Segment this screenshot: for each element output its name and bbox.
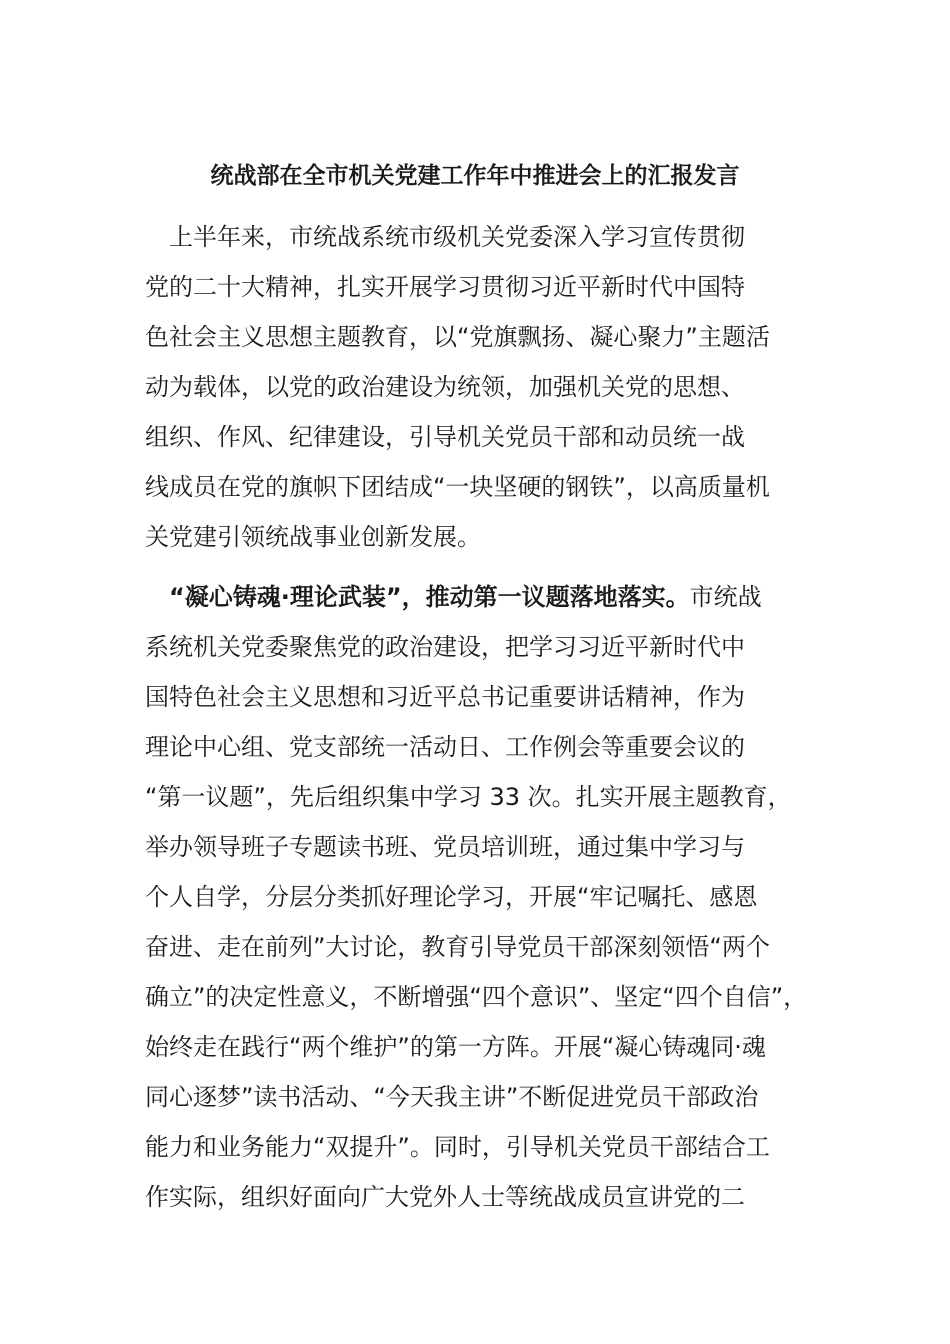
paragraph-line: 国特色社会主义思想和习近平总书记重要讲话精神，作为 (145, 683, 745, 711)
paragraph-line: 色社会主义思想主题教育，以“党旗飘扬、凝心聚力”主题活 (145, 323, 770, 351)
paragraph-line: 理论中心组、党支部统一活动日、工作例会等重要会议的 (145, 733, 745, 761)
paragraph-line: 个人自学，分层分类抓好理论学习，开展“牢记嘱托、感恩 (145, 883, 758, 911)
paragraph-line: 上半年来，市统战系统市级机关党委深入学习宣传贯彻 (145, 223, 745, 251)
paragraph-line: 动为载体，以党的政治建设为统领，加强机关党的思想、 (145, 373, 745, 401)
paragraph-intro (145, 212, 770, 562)
paragraph-line: 奋进、走在前列”大讨论，教育引导党员干部深刻领悟“两个 (145, 933, 770, 961)
paragraph-line: 能力和业务能力“双提升”。同时，引导机关党员干部结合工 (145, 1133, 770, 1161)
paragraph-line: 党的二十大精神，扎实开展学习贯彻习近平新时代中国特 (145, 273, 745, 301)
paragraph-line: “第一议题”，先后组织集中学习 33 次。扎实开展主题教育， (145, 783, 792, 811)
document-title: 统战部在全市机关党建工作年中推进会上的汇报发言 (210, 163, 740, 189)
paragraph-line: 线成员在党的旗帜下团结成“一块坚硬的钢铁”，以高质量机 (145, 473, 770, 501)
section-heading: “凝心铸魂·理论武装”，推动第一议题落地落实。 (145, 583, 690, 611)
paragraph-line: 系统机关党委聚焦党的政治建设，把学习习近平新时代中 (145, 633, 745, 661)
paragraph-line: 组织、作风、纪律建设，引导机关党员干部和动员统一战 (145, 423, 745, 451)
section-heading-rest: 市统战 (689, 583, 762, 611)
paragraph-line: 确立”的决定性意义，不断增强“四个意识”、坚定“四个自信”， (145, 983, 808, 1011)
paragraph-line: 作实际，组织好面向广大党外人士等统战成员宣讲党的二 (145, 1183, 745, 1211)
paragraph-line: 同心逐梦”读书活动、“今天我主讲”不断促进党员干部政治 (145, 1083, 759, 1111)
paragraph-theory (145, 572, 807, 1222)
paragraph-line: 举办领导班子专题读书班、党员培训班，通过集中学习与 (145, 833, 745, 861)
paragraph-line (145, 572, 807, 622)
paragraph-line: 关党建引领统战事业创新发展。 (145, 523, 481, 551)
paragraph-line: 始终走在践行“两个维护”的第一方阵。开展“凝心铸魂同·魂 (145, 1033, 766, 1061)
